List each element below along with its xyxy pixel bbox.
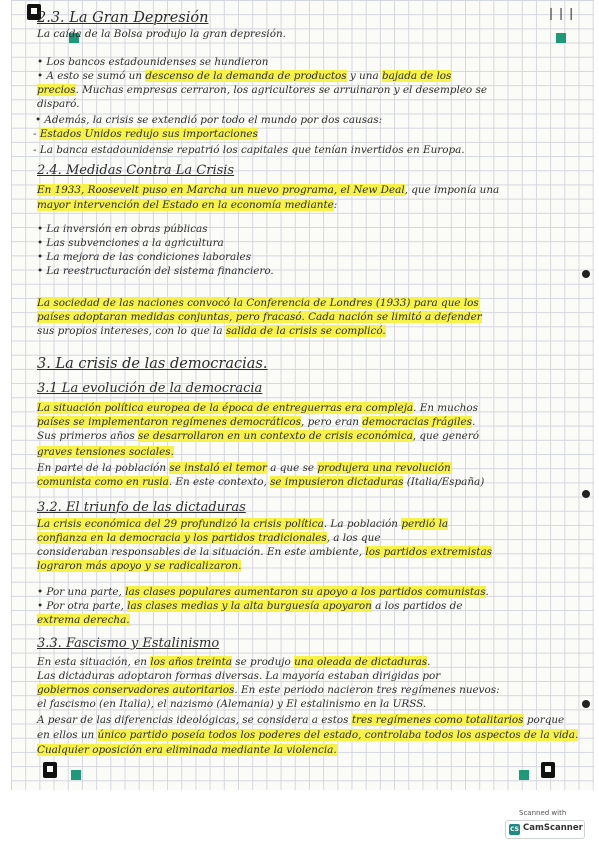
note-line [37, 670, 440, 683]
text-segment: consideraban responsables de la situación. En este ambiente, [37, 546, 366, 558]
highlighted-text: países se implementaron regímenes democráticos [37, 416, 302, 428]
note-line [37, 223, 208, 236]
highlighted-text: países adoptaran medidas conjuntas, pero fracasó. Cada nación se limitó a defender [37, 311, 482, 323]
highlighted-text: produjera una revolución [317, 462, 451, 474]
note-line [37, 311, 482, 324]
highlighted-text: Cualquier oposición era eliminada mediante la violencia. [37, 744, 337, 756]
highlighted-text: las clases medias y la alta burguesía apoyaron [127, 600, 372, 612]
note-line [33, 144, 465, 157]
highlighted-text: las clases populares aumentaron su apoyo a los partidos comunistas [125, 586, 486, 598]
note-line [37, 199, 337, 212]
note-line [37, 656, 430, 669]
text-segment: . [471, 416, 476, 428]
highlighted-text: se impusieron dictaduras [270, 476, 404, 488]
note-line [37, 325, 386, 338]
note-line [37, 237, 224, 250]
bottom-left-marker-icon [43, 762, 57, 778]
highlighted-text: La crisis económica del 29 profundizó la crisis política [37, 518, 324, 530]
note-line [37, 532, 381, 545]
text-segment: • Las subvenciones a la agricultura [37, 237, 224, 249]
highlighted-text: descenso de la demanda de productos [145, 70, 347, 82]
text-segment: - La banca estadounidense repatrió los capitales que tenían invertidos en Europa. [33, 144, 465, 156]
text-segment: . La población [323, 518, 402, 530]
text-segment: sus propios intereses, con lo que la [37, 325, 226, 337]
text-segment: 2.3. La Gran Depresión [37, 10, 209, 26]
text-segment: . En este contexto, [168, 476, 271, 488]
highlighted-text: graves tensiones sociales. [37, 446, 174, 458]
text-segment: • La mejora de las condiciones laborales [37, 251, 252, 263]
pen-doodle-icon: ❘❘❘ [546, 6, 577, 20]
highlighted-text: La sociedad de las naciones convocó la Conferencia de Londres (1933) para que los [37, 297, 479, 309]
highlighted-text: una oleada de dictaduras [294, 656, 428, 668]
text-segment: Sus primeros años [37, 430, 139, 442]
text-segment: a que se [266, 462, 318, 474]
note-line [37, 744, 337, 757]
text-segment: • La reestructuración del sistema financiero. [37, 265, 274, 277]
text-segment: • La inversión en obras públicas [37, 223, 208, 235]
binding-ring-icon [582, 490, 590, 498]
highlighted-text: confianza en la democracia y los partidos tradicionales [37, 532, 327, 544]
bottom-right-square-icon [519, 770, 529, 780]
highlighted-text: democracias frágiles [362, 416, 472, 428]
binding-ring-icon [582, 700, 590, 708]
note-line [37, 614, 130, 627]
highlighted-text: único partido poseía todos los poderes del estado, controlaba todos los aspectos de la vida. [97, 729, 579, 741]
note-line [37, 70, 451, 83]
scanned-with-label: Scanned with [519, 809, 567, 817]
binding-ring-icon [582, 270, 590, 278]
note-line [37, 84, 487, 97]
note-line [37, 98, 80, 111]
highlighted-text: tres regímenes como totalitarios [351, 714, 524, 726]
text-segment: : [333, 199, 338, 211]
text-segment: En esta situación, en [37, 656, 151, 668]
bottom-right-marker-icon [541, 762, 555, 778]
text-segment: • Además, la crisis se extendió por todo el mundo por dos causas: [35, 114, 383, 126]
highlighted-text: los partidos extremistas [365, 546, 492, 558]
camscanner-icon: CS [510, 826, 519, 833]
highlighted-text: Estados Unidos redujo sus importaciones [39, 128, 258, 140]
highlighted-text: comunista como en rusia [37, 476, 169, 488]
camscanner-watermark [505, 809, 585, 839]
text-segment: La caída de la Bolsa produjo la gran depresión. [37, 28, 286, 40]
section-heading [37, 9, 208, 27]
highlighted-text: se desarrollaron en un contexto de crisis económica [138, 430, 413, 442]
note-line [37, 402, 478, 415]
highlighted-text: lograron más apoyo y se radicalizaron. [37, 560, 242, 572]
text-segment: , pero eran [301, 416, 363, 428]
note-line [37, 184, 499, 197]
section-heading [37, 636, 219, 652]
note-line [37, 28, 286, 41]
text-segment: 3.2. El triunfo de las dictaduras [37, 500, 246, 515]
note-line [37, 56, 268, 69]
text-segment: 3. La crisis de las democracias. [37, 356, 268, 372]
note-line [37, 476, 484, 489]
note-line [37, 560, 241, 573]
highlighted-text: salida de la crisis se complicó. [225, 325, 386, 337]
text-segment: Las dictaduras adoptaron formas diversas. La mayoría estaban dirigidas por [37, 670, 441, 682]
note-line [37, 600, 462, 613]
text-segment: en ellos un [37, 729, 98, 741]
text-segment: • Por una parte, [37, 586, 126, 598]
text-segment: , que generó [412, 430, 480, 442]
note-line [37, 714, 564, 727]
text-segment: 3.3. Fascismo y Estalinismo [37, 636, 220, 651]
highlighted-text: perdió la [401, 518, 449, 530]
text-segment: a los partidos de [371, 600, 463, 612]
note-line [37, 416, 475, 429]
highlighted-text: gobiernos conservadores autoritarios [37, 684, 235, 696]
highlighted-text: La situación política europea de la época de entreguerras era compleja [37, 402, 414, 414]
note-line [37, 518, 448, 531]
highlighted-text: los años treinta [150, 656, 232, 668]
text-segment: . En muchos [413, 402, 478, 414]
bottom-left-square-icon [71, 770, 81, 780]
text-segment: . [485, 586, 489, 598]
text-segment: • Los bancos estadounidenses se hundieron [37, 56, 269, 68]
note-line [37, 265, 274, 278]
note-line [37, 684, 500, 697]
text-segment: En parte de la población [37, 462, 170, 474]
note-line [35, 114, 382, 127]
highlighted-text: precios [37, 84, 76, 96]
camscanner-logo [505, 820, 585, 839]
text-segment: , a los que [326, 532, 381, 544]
note-line [37, 251, 251, 264]
text-segment: - [33, 128, 40, 140]
note-line [37, 446, 174, 459]
note-line [37, 546, 492, 559]
note-line [37, 698, 426, 711]
text-segment: A pesar de las diferencias ideológicas, se considera a estos [37, 714, 352, 726]
text-segment: • A esto se sumó un [37, 70, 146, 82]
top-right-square-icon [556, 33, 566, 43]
text-segment: . Muchas empresas cerraron, los agricultores se arruinaron y el desempleo se [75, 84, 487, 96]
text-segment: y una [346, 70, 382, 82]
section-heading [37, 500, 246, 516]
text-segment: (Italia/España) [403, 476, 485, 488]
highlighted-text: bajada de los [381, 70, 452, 82]
text-segment: disparó. [37, 98, 80, 110]
notebook-page [11, 0, 594, 790]
highlighted-text: mayor intervención del Estado en la economía mediante [37, 199, 334, 211]
text-segment: , que imponía una [404, 184, 500, 196]
text-segment: el fascismo (en Italia), el nazismo (Alemania) y El estalinismo en la URSS. [37, 698, 427, 710]
text-segment: • Por otra parte, [37, 600, 128, 612]
note-line [37, 462, 451, 475]
note-line [33, 128, 258, 141]
highlighted-text: extrema derecha. [37, 614, 130, 626]
text-segment: . En este periodo nacieron tres regímenes nuevos: [234, 684, 500, 696]
section-heading [37, 381, 262, 397]
section-heading [37, 355, 267, 373]
note-line [37, 430, 479, 443]
note-line [37, 297, 479, 310]
text-segment: porque [523, 714, 565, 726]
text-segment: 3.1 La evolución de la democracia [37, 381, 263, 396]
section-heading [37, 163, 234, 179]
highlighted-text: En 1933, Roosevelt puso en Marcha un nuevo programa, el New Deal [37, 184, 405, 196]
note-line [37, 586, 489, 599]
text-segment: se produjo [231, 656, 295, 668]
camscanner-name: CamScanner [523, 823, 583, 833]
highlighted-text: se instaló el temor [169, 462, 267, 474]
note-line [37, 729, 578, 742]
text-segment: . [427, 656, 431, 668]
text-segment: 2.4. Medidas Contra La Crisis [37, 163, 235, 178]
